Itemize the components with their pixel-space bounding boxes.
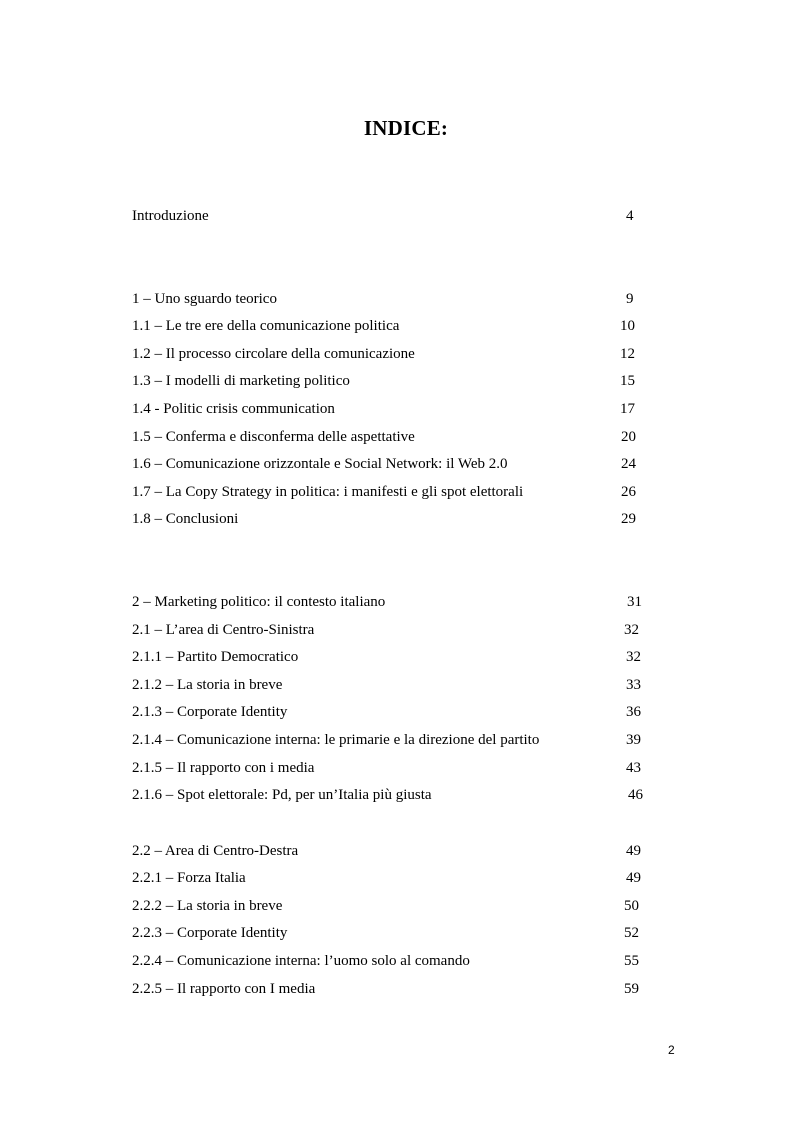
toc-entry	[132, 726, 652, 754]
toc-entry-label: 2.2.4 – Comunicazione interna: l’uomo solo al comando	[132, 953, 470, 969]
toc-entry-page: 49	[626, 870, 641, 886]
toc-entry	[132, 395, 652, 423]
toc-entry	[132, 340, 652, 368]
toc-entry	[132, 450, 652, 478]
toc-entry	[132, 423, 652, 451]
toc-entry-label: 2.2.5 – Il rapporto con I media	[132, 981, 316, 997]
toc-entry-label: 1.5 – Conferma e disconferma delle aspettative	[132, 429, 415, 445]
toc-entry-page: 12	[620, 346, 635, 362]
toc-entry-page: 20	[621, 429, 636, 445]
toc-entry-page: 59	[624, 981, 639, 997]
toc-entry-page: 32	[626, 649, 641, 665]
toc-entry	[132, 285, 652, 313]
toc-entry-label: 1.1 – Le tre ere della comunicazione politica	[132, 318, 400, 334]
toc-entry-label: 1.2 – Il processo circolare della comunicazione	[132, 346, 415, 362]
toc-entry	[132, 588, 652, 616]
toc-entry-label: 2.1.3 – Corporate Identity	[132, 704, 288, 720]
toc-entry-page: 24	[621, 456, 636, 472]
toc-entry-page: 26	[621, 484, 636, 500]
page-title: INDICE:	[363, 116, 449, 140]
toc-entry-label: 2.1.1 – Partito Democratico	[132, 649, 299, 665]
toc-entry-label: 2.2.2 – La storia in breve	[132, 898, 283, 914]
toc-entry-label: 2.2 – Area di Centro-Destra	[132, 843, 299, 859]
toc-entry	[132, 478, 652, 506]
toc-entry	[132, 367, 652, 395]
toc-entry-label: 2.2.3 – Corporate Identity	[132, 925, 288, 941]
toc-entry	[132, 781, 652, 809]
toc-entry-label: 1.3 – I modelli di marketing politico	[132, 373, 350, 389]
toc-entry-page: 4	[626, 208, 634, 224]
toc-entry	[132, 947, 652, 975]
toc-entry-page: 29	[621, 511, 636, 527]
toc-entry-page: 15	[620, 373, 635, 389]
toc-entry-label: 1.6 – Comunicazione orizzontale e Social Network: il Web 2.0	[132, 456, 508, 472]
toc-entry-label: 2.1.5 – Il rapporto con i media	[132, 760, 315, 776]
toc-entry-page: 49	[626, 843, 641, 859]
toc-entry	[132, 643, 652, 671]
toc-entry-label: 1.4 - Politic crisis communication	[132, 401, 335, 417]
toc-entry	[132, 505, 652, 533]
toc-entry-label: Introduzione	[132, 208, 209, 224]
toc-entry	[132, 312, 652, 340]
toc-entry-label: 2.1 – L’area di Centro-Sinistra	[132, 622, 315, 638]
page-number: 2	[668, 1043, 675, 1057]
toc-entry	[132, 671, 652, 699]
toc-entry-page: 32	[624, 622, 639, 638]
toc-entry-page: 39	[626, 732, 641, 748]
toc-entry	[132, 837, 652, 865]
toc-entry-page: 10	[620, 318, 635, 334]
toc-entry	[132, 919, 652, 947]
toc-entry	[132, 864, 652, 892]
toc-entry-page: 43	[626, 760, 641, 776]
toc-entry-label: 2 – Marketing politico: il contesto italiano	[132, 594, 386, 610]
toc-entry	[132, 202, 652, 230]
toc-entry-label: 1.7 – La Copy Strategy in politica: i manifesti e gli spot elettorali	[132, 484, 524, 500]
toc-entry	[132, 616, 652, 644]
toc-entry	[132, 754, 652, 782]
toc-entry-label: 1 – Uno sguardo teorico	[132, 291, 277, 307]
toc-entry-label: 2.2.1 – Forza Italia	[132, 870, 246, 886]
toc-entry-page: 46	[628, 787, 643, 803]
toc-entry	[132, 975, 652, 1003]
toc-entry-page: 31	[627, 594, 642, 610]
toc-entry-label: 1.8 – Conclusioni	[132, 511, 239, 527]
toc-entry-page: 36	[626, 704, 641, 720]
toc-entry-label: 2.1.2 – La storia in breve	[132, 677, 283, 693]
toc-entry-label: 2.1.4 – Comunicazione interna: le primarie e la direzione del partito	[132, 732, 540, 748]
toc-entry-label: 2.1.6 – Spot elettorale: Pd, per un’Italia più giusta	[132, 787, 432, 803]
toc-entry-page: 50	[624, 898, 639, 914]
toc-entry-page: 9	[626, 291, 634, 307]
toc-entry-page: 52	[624, 925, 639, 941]
toc-entry	[132, 892, 652, 920]
toc-entry-page: 17	[620, 401, 635, 417]
toc-entry	[132, 698, 652, 726]
toc-entry-page: 55	[624, 953, 639, 969]
toc-entry-page: 33	[626, 677, 641, 693]
